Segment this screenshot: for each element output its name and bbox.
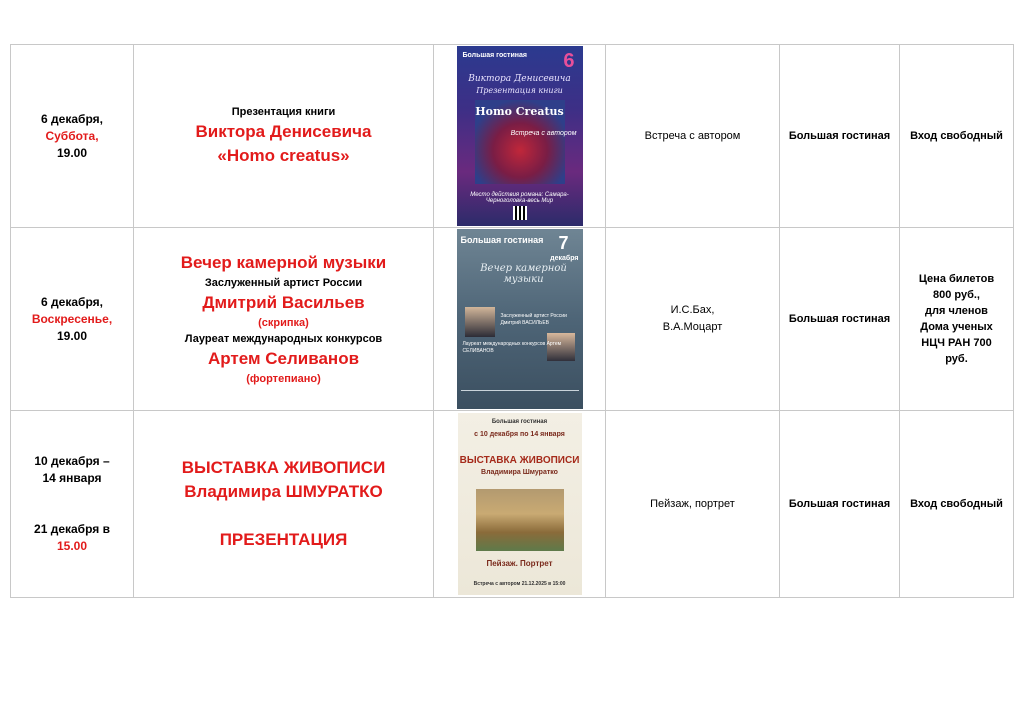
performer-photo xyxy=(465,307,495,337)
event-entry: 800 руб., xyxy=(932,289,980,301)
title-cell xyxy=(134,411,434,598)
event-poster xyxy=(457,46,583,226)
event-time: 15.00 xyxy=(56,539,88,553)
poster-artist: Владимира Шмуратко xyxy=(481,469,558,476)
date-cell xyxy=(11,228,134,411)
performer-honor: Заслуженный артист России xyxy=(204,277,363,289)
event-title: Владимира ШМУРАТКО xyxy=(184,482,383,501)
table-row xyxy=(11,228,1014,411)
event-date: 6 декабря, xyxy=(41,294,103,309)
poster-cell xyxy=(434,228,606,411)
poster-book-cover xyxy=(475,100,565,184)
event-entry: НЦЧ РАН 700 xyxy=(921,337,992,349)
poster-title: ВЫСТАВКА ЖИВОПИСИ xyxy=(459,455,580,466)
event-subtitle: ПРЕЗЕНТАЦИЯ xyxy=(219,530,348,549)
event-entry: для членов xyxy=(925,305,988,317)
poster-logo: Большая гостиная xyxy=(460,235,544,245)
qr-code-icon xyxy=(513,206,527,220)
poster-performer2: Лауреат международных конкурсов Артем СЕЛИВАНОВ xyxy=(462,341,562,354)
entry-cell xyxy=(900,411,1014,598)
event-venue: Большая гостиная xyxy=(788,313,891,325)
event-venue: Большая гостиная xyxy=(788,498,891,510)
poster-cell xyxy=(434,45,606,228)
venue-cell xyxy=(780,45,900,228)
event-date: 21 декабря в xyxy=(34,522,110,536)
event-time: 19.00 xyxy=(56,328,88,343)
description-cell xyxy=(606,45,780,228)
entry-cell xyxy=(900,228,1014,411)
description-cell xyxy=(606,228,780,411)
event-date-range: 14 января xyxy=(42,471,102,485)
event-description: Встреча с автором xyxy=(644,129,741,142)
poster-book-title: Homo Creatus xyxy=(475,105,564,118)
event-description: Пейзаж, портрет xyxy=(650,497,735,510)
poster-logo: Большая гостиная xyxy=(491,419,548,425)
poster-cell xyxy=(434,411,606,598)
painting-image xyxy=(476,489,564,551)
poster-title: Вечер камерной музыки xyxy=(480,263,567,285)
performer-honor: Лауреат международных конкурсов xyxy=(184,333,383,345)
event-title: Вечер камерной музыки xyxy=(180,253,387,272)
event-venue: Большая гостиная xyxy=(788,130,891,142)
event-date: 6 декабря, xyxy=(41,111,103,126)
venue-cell xyxy=(780,228,900,411)
event-entry: Цена билетов xyxy=(918,273,995,285)
poster-place: Место действия романа: Самара-Черноголовка-весь Мир xyxy=(470,192,569,204)
title-cell xyxy=(134,45,434,228)
poster-footer xyxy=(461,390,579,405)
events-table xyxy=(10,44,1014,598)
event-entry: Дома ученых xyxy=(920,321,993,333)
event-entry: руб. xyxy=(945,353,968,365)
event-subtitle: Презентация книги xyxy=(231,106,336,118)
date-cell xyxy=(11,411,134,598)
date-cell xyxy=(11,45,134,228)
table-row xyxy=(11,45,1014,228)
event-entry: Вход свободный xyxy=(910,498,1003,510)
performer-instrument: (скрипка) xyxy=(258,317,309,329)
event-description: В.А.Моцарт xyxy=(662,321,723,333)
poster-dates: с 10 декабря по 14 января xyxy=(474,431,565,438)
table-row xyxy=(11,411,1014,598)
event-title: ВЫСТАВКА ЖИВОПИСИ xyxy=(181,458,386,477)
venue-cell xyxy=(780,411,900,598)
entry-cell xyxy=(900,45,1014,228)
poster-subtitle: Презентация книги xyxy=(476,86,563,95)
description-cell xyxy=(606,411,780,598)
title-cell xyxy=(134,228,434,411)
performer-name: Дмитрий Васильев xyxy=(202,293,365,312)
event-title: «Homo creatus» xyxy=(217,146,350,165)
event-entry: Вход свободный xyxy=(910,130,1003,142)
poster-author: Виктора Денисевича xyxy=(468,74,571,84)
performer-name: Артем Селиванов xyxy=(207,349,360,368)
poster-month: декабря xyxy=(550,255,579,262)
event-weekday: Суббота, xyxy=(45,128,99,143)
poster-logo: Большая гостиная xyxy=(462,52,527,59)
event-title: Виктора Денисевича xyxy=(195,122,372,141)
poster-day: 6 xyxy=(563,50,575,72)
event-poster xyxy=(458,413,582,595)
poster-genre: Пейзаж. Портрет xyxy=(486,559,553,568)
event-weekday: Воскресенье, xyxy=(31,311,113,326)
poster-meet: Встреча с автором 21.12.2025 в 15:00 xyxy=(473,581,566,587)
poster-meet: Встреча с автором xyxy=(510,130,577,137)
performer-instrument: (фортепиано) xyxy=(246,373,321,385)
poster-day: 7 xyxy=(558,233,569,253)
event-description: И.С.Бах, xyxy=(670,304,715,316)
event-date-range: 10 декабря – xyxy=(34,454,110,468)
event-time: 19.00 xyxy=(56,145,88,160)
event-poster xyxy=(457,229,583,409)
poster-performer1: Заслуженный артист России Дмитрий ВАСИЛЬЕВ xyxy=(500,313,567,326)
